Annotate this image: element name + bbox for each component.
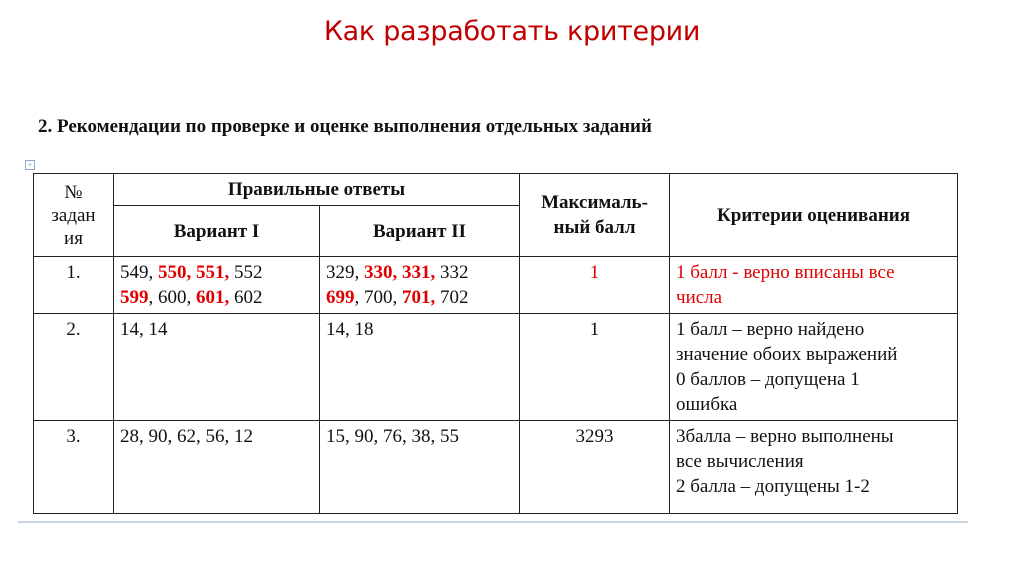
- header-row: [34, 174, 958, 206]
- answer-text: 552: [229, 262, 263, 283]
- max-score-cell: 1: [520, 257, 670, 314]
- document-heading: 2. Рекомендации по проверке и оценке выполнения отдельных заданий: [38, 116, 652, 137]
- answer-text: 702: [435, 287, 469, 308]
- highlighted-answer: 550, 551,: [158, 262, 230, 283]
- table-row: [34, 421, 958, 514]
- header-criteria: Критерии оценивания: [670, 174, 958, 257]
- variant-1-answer-cell: [114, 257, 320, 314]
- header-variant-2: Вариант II: [320, 206, 520, 257]
- criteria-cell: 1 балл - верно вписаны все числа: [670, 257, 958, 314]
- header-variant-1: Вариант I: [114, 206, 320, 257]
- criteria-cell: 3балла – верно выполнены все вычисления 2 балла – допущены 1-2: [670, 421, 958, 514]
- max-score-cell: 1: [520, 314, 670, 421]
- answer-text: 549,: [120, 262, 158, 283]
- task-number-cell: 2.: [34, 314, 114, 421]
- highlighted-answer: 601,: [196, 287, 230, 308]
- header-correct-answers: Правильные ответы: [114, 174, 520, 206]
- variant-1-answer-cell: 28, 90, 62, 56, 12: [114, 421, 320, 514]
- task-number-cell: 3.: [34, 421, 114, 514]
- variant-1-answer-cell: 14, 14: [114, 314, 320, 421]
- answer-text: , 700,: [354, 287, 402, 308]
- table-anchor-icon[interactable]: +: [25, 160, 35, 170]
- table-row: [34, 314, 958, 421]
- variant-2-answer-cell: 14, 18: [320, 314, 520, 421]
- slide-bottom-divider: [18, 521, 968, 523]
- answer-text: 332: [435, 262, 469, 283]
- variant-2-answer-cell: 15, 90, 76, 38, 55: [320, 421, 520, 514]
- highlighted-answer: 330, 331,: [364, 262, 436, 283]
- answer-text: , 600,: [148, 287, 196, 308]
- answer-text: 329,: [326, 262, 364, 283]
- header-task-number: № задан ия: [34, 174, 114, 257]
- variant-2-answer-cell: [320, 257, 520, 314]
- highlighted-answer: 599: [120, 287, 149, 308]
- max-score-cell: 3293: [520, 421, 670, 514]
- criteria-table: [33, 173, 958, 514]
- criteria-cell: 1 балл – верно найдено значение обоих выражений 0 баллов – допущена 1 ошибка: [670, 314, 958, 421]
- highlighted-answer: 701,: [402, 287, 436, 308]
- header-max-score: Максималь- ный балл: [520, 174, 670, 257]
- task-number-cell: 1.: [34, 257, 114, 314]
- highlighted-answer: 699: [326, 287, 355, 308]
- slide-title: Как разработать критерии: [323, 16, 701, 47]
- answer-text: 602: [229, 287, 263, 308]
- table-row: [34, 257, 958, 314]
